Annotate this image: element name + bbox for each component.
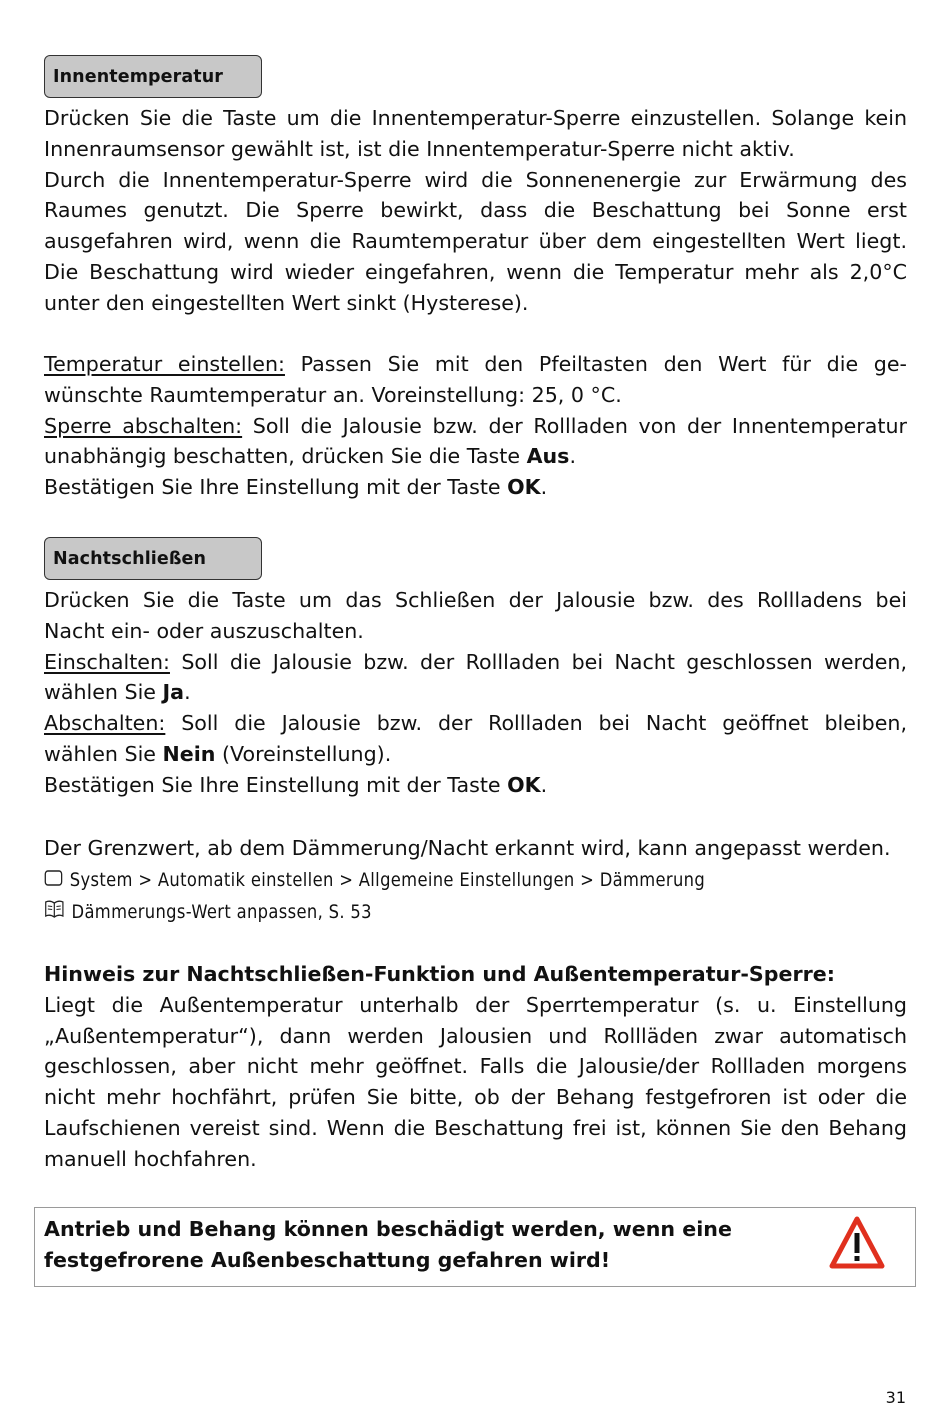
text-line xyxy=(44,349,907,380)
book-reference-text: Dämmerungs-Wert anpassen, S. 53 xyxy=(71,901,372,923)
book-icon xyxy=(44,898,65,928)
text-line: „Außentemperatur“), dann werden Jalousien und Rollläden zwar automatisch xyxy=(44,1023,907,1048)
hinweis-heading: Hinweis zur Nachtschließen-Funktion und Außentemperatur-Sperre: xyxy=(44,962,835,986)
text-line: Raumes genutzt. Die Sperre bewirkt, dass die Beschattung bei Sonne erst xyxy=(44,198,907,223)
text-line: Durch die Innentemperatur-Sperre wird die Sonnenenergie zur Erwärmung des xyxy=(44,167,907,192)
text-fragment: . xyxy=(540,475,548,500)
text-line xyxy=(44,411,907,442)
text-line xyxy=(44,441,907,472)
text-line: nicht mehr hochfährt, prüfen Sie bitte, ob der Behang festgefroren ist oder die xyxy=(44,1085,907,1110)
text-line xyxy=(44,647,907,678)
text-fragment: . xyxy=(569,444,576,469)
warning-triangle-icon xyxy=(829,1216,885,1274)
screen-icon xyxy=(44,866,63,896)
text-fragment: Soll die Jalousie bzw. der Rollladen von der Innentemperatur xyxy=(242,413,907,438)
grenzwert-text xyxy=(44,833,907,864)
book-reference xyxy=(44,897,372,928)
text-line xyxy=(44,739,907,770)
text-fragment: . xyxy=(540,772,548,797)
text-fragment: (Voreinstellung). xyxy=(215,741,392,766)
text-line: Innenraumsensor gewählt ist, ist die Innentemperatur-Sperre nicht aktiv. xyxy=(44,136,795,161)
temp-setting-label: Temperatur einstellen: xyxy=(44,352,285,376)
text-line: Drücken Sie die Taste um das Schließen der Jalousie bzw. des Rollladens bei xyxy=(44,588,907,612)
text-line: Antrieb und Behang können beschädigt werden, wenn eine xyxy=(44,1217,732,1241)
page-number: 31 xyxy=(885,1388,906,1407)
innentemperatur-settings xyxy=(44,349,907,503)
menu-path-text: System > Automatik einstellen > Allgemeine Einstellungen > Dämmerung xyxy=(69,869,706,891)
ok-key-label: OK xyxy=(507,475,541,500)
einschalten-label: Einschalten: xyxy=(44,649,170,674)
text-fragment: Soll die Jalousie bzw. der Rollladen bei Nacht geöffnet bleiben, xyxy=(165,711,907,736)
text-fragment: Bestätigen Sie Ihre Einstellung mit der Taste xyxy=(44,772,508,797)
text-fragment: wählen Sie xyxy=(44,741,163,766)
text-line: geschlossen, aber nicht mehr geöffnet. Falls die Jalousie/der Rollladen morgens xyxy=(44,1054,907,1079)
text-fragment: . xyxy=(184,680,191,705)
text-line xyxy=(44,677,907,708)
text-line: wünschte Raumtemperatur an. Voreinstellung: 25, 0 °C. xyxy=(44,382,622,407)
sperre-setting-label: Sperre abschalten: xyxy=(44,413,243,438)
abschalten-label: Abschalten: xyxy=(44,711,166,736)
nachtschliessen-description xyxy=(44,585,907,801)
ja-option-label: Ja xyxy=(162,680,185,705)
text-fragment: Soll die Jalousie bzw. der Rollladen bei Nacht geschlossen werden, xyxy=(169,649,907,674)
warning-text xyxy=(44,1214,732,1276)
text-line: manuell hochfahren. xyxy=(44,1146,257,1171)
text-fragment: Passen Sie mit den Pfeiltasten den Wert für die ge- xyxy=(284,352,907,376)
text-line: Laufschienen vereist sind. Wenn die Beschattung frei ist, können Sie den Behang xyxy=(44,1115,907,1140)
text-fragment: unabhängig beschatten, drücken Sie die Taste xyxy=(44,444,527,469)
aus-key-label: Aus xyxy=(526,444,570,469)
text-line xyxy=(44,708,907,739)
text-line xyxy=(44,770,907,801)
text-fragment: Bestätigen Sie Ihre Einstellung mit der Taste xyxy=(44,475,508,500)
text-line: Der Grenzwert, ab dem Dämmerung/Nacht erkannt wird, kann angepasst werden. xyxy=(44,836,891,860)
text-line: festgefrorene Außenbeschattung gefahren wird! xyxy=(44,1248,611,1272)
text-line: Drücken Sie die Taste um die Innentemperatur-Sperre einzustellen. Solange kein xyxy=(44,106,907,130)
text-line: Liegt die Außentemperatur unterhalb der Sperrtemperatur (s. u. Einstellung xyxy=(44,992,907,1017)
warning-box xyxy=(34,1207,916,1287)
section-label-nachtschliessen: Nachtschließen xyxy=(44,537,262,580)
section-label-innentemperatur: Innentemperatur xyxy=(44,55,262,98)
ok-key-label: OK xyxy=(507,772,541,797)
text-line: Nacht ein- oder auszuschalten. xyxy=(44,618,364,643)
text-fragment: wählen Sie xyxy=(44,680,163,705)
innentemperatur-description xyxy=(44,103,907,319)
nein-option-label: Nein xyxy=(162,741,216,766)
menu-path xyxy=(44,865,705,896)
text-line xyxy=(44,472,907,503)
text-line: unter den eingestellten Wert sinkt (Hysterese). xyxy=(44,290,529,315)
text-line: ausgefahren wird, wenn die Raumtemperatur über dem eingestellten Wert liegt. xyxy=(44,229,907,254)
hinweis-block xyxy=(44,959,907,1175)
text-line: Die Beschattung wird wieder eingefahren, wenn die Temperatur mehr als 2,0°C xyxy=(44,259,907,284)
